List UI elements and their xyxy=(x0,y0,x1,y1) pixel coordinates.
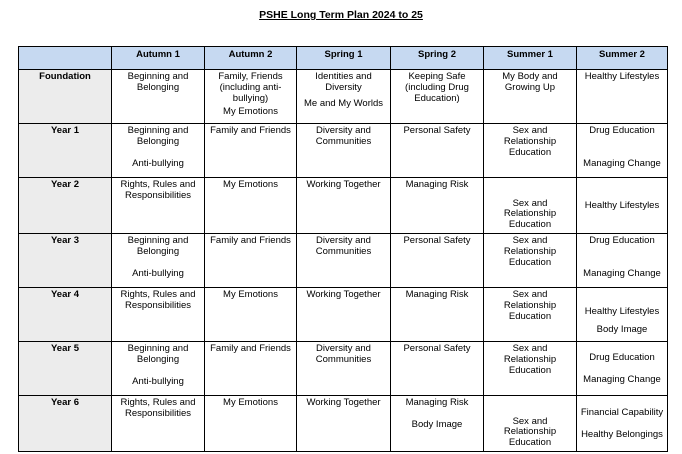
row-label: Year 6 xyxy=(19,396,112,452)
cell-autumn-1: Beginning and Belonging Anti-bullying xyxy=(112,234,205,288)
cell-autumn-2: My Emotions xyxy=(205,396,297,452)
header-row xyxy=(19,47,668,70)
cell-summer-2: Healthy Lifestyles Body Image xyxy=(577,288,668,342)
cell-autumn-2: My Emotions xyxy=(205,288,297,342)
cell-summer-1: Sex and Relationship Education xyxy=(484,124,577,178)
table-row-year-4 xyxy=(19,288,668,342)
cell-autumn-1: Beginning and Belonging xyxy=(112,70,205,124)
cell-autumn-1: Rights, Rules and Responsibilities xyxy=(112,178,205,234)
header-blank xyxy=(19,47,112,70)
cell-summer-1: Sex and Relationship Education xyxy=(484,178,577,234)
cell-spring-1: Identities and Diversity Me and My Worlds xyxy=(297,70,391,124)
table-row-year-2 xyxy=(19,178,668,234)
pshe-plan-table xyxy=(18,46,668,452)
page-title: PSHE Long Term Plan 2024 to 25 xyxy=(259,9,423,21)
cell-autumn-2: Family and Friends xyxy=(205,124,297,178)
cell-autumn-2: My Emotions xyxy=(205,178,297,234)
cell-summer-1: Sex and Relationship Education xyxy=(484,288,577,342)
row-label: Year 3 xyxy=(19,234,112,288)
table-row-year-3 xyxy=(19,234,668,288)
cell-summer-1: My Body and Growing Up xyxy=(484,70,577,124)
cell-summer-1: Sex and Relationship Education xyxy=(484,342,577,396)
cell-autumn-2: Family and Friends xyxy=(205,234,297,288)
cell-spring-1: Diversity and Communities xyxy=(297,234,391,288)
header-spring-2: Spring 2 xyxy=(391,47,484,70)
cell-spring-1: Working Together xyxy=(297,288,391,342)
cell-summer-1: Sex and Relationship Education xyxy=(484,396,577,452)
cell-spring-2: Managing Risk Body Image xyxy=(391,396,484,452)
cell-summer-2: Drug Education Managing Change xyxy=(577,124,668,178)
header-autumn-2: Autumn 2 xyxy=(205,47,297,70)
cell-spring-2: Personal Safety xyxy=(391,234,484,288)
cell-summer-2: Drug Education Managing Change xyxy=(577,234,668,288)
cell-autumn-1: Rights, Rules and Responsibilities xyxy=(112,288,205,342)
table-row-year-6 xyxy=(19,396,668,452)
header-summer-2: Summer 2 xyxy=(577,47,668,70)
row-label: Foundation xyxy=(19,70,112,124)
cell-summer-2: Financial Capability Healthy Belongings xyxy=(577,396,668,452)
cell-spring-2: Personal Safety xyxy=(391,342,484,396)
cell-spring-2: Keeping Safe (including Drug Education) xyxy=(391,70,484,124)
header-summer-1: Summer 1 xyxy=(484,47,577,70)
table-row-year-1 xyxy=(19,124,668,178)
cell-summer-2: Drug Education Managing Change xyxy=(577,342,668,396)
table-row-year-5 xyxy=(19,342,668,396)
cell-autumn-2: Family, Friends (including anti-bullying) My Emotions xyxy=(205,70,297,124)
row-label: Year 4 xyxy=(19,288,112,342)
cell-spring-2: Personal Safety xyxy=(391,124,484,178)
cell-spring-1: Diversity and Communities xyxy=(297,342,391,396)
cell-autumn-1: Beginning and Belonging Anti-bullying xyxy=(112,342,205,396)
header-spring-1: Spring 1 xyxy=(297,47,391,70)
row-label: Year 1 xyxy=(19,124,112,178)
cell-spring-1: Diversity and Communities xyxy=(297,124,391,178)
cell-autumn-1: Beginning and Belonging Anti-bullying xyxy=(112,124,205,178)
cell-summer-2: Healthy Lifestyles xyxy=(577,70,668,124)
cell-summer-2: Healthy Lifestyles xyxy=(577,178,668,234)
row-label: Year 5 xyxy=(19,342,112,396)
cell-spring-1: Working Together xyxy=(297,396,391,452)
cell-spring-2: Managing Risk xyxy=(391,178,484,234)
cell-autumn-1: Rights, Rules and Responsibilities xyxy=(112,396,205,452)
cell-summer-1: Sex and Relationship Education xyxy=(484,234,577,288)
cell-spring-2: Managing Risk xyxy=(391,288,484,342)
header-autumn-1: Autumn 1 xyxy=(112,47,205,70)
cell-autumn-2: Family and Friends xyxy=(205,342,297,396)
cell-spring-1: Working Together xyxy=(297,178,391,234)
table-row-foundation xyxy=(19,70,668,124)
row-label: Year 2 xyxy=(19,178,112,234)
